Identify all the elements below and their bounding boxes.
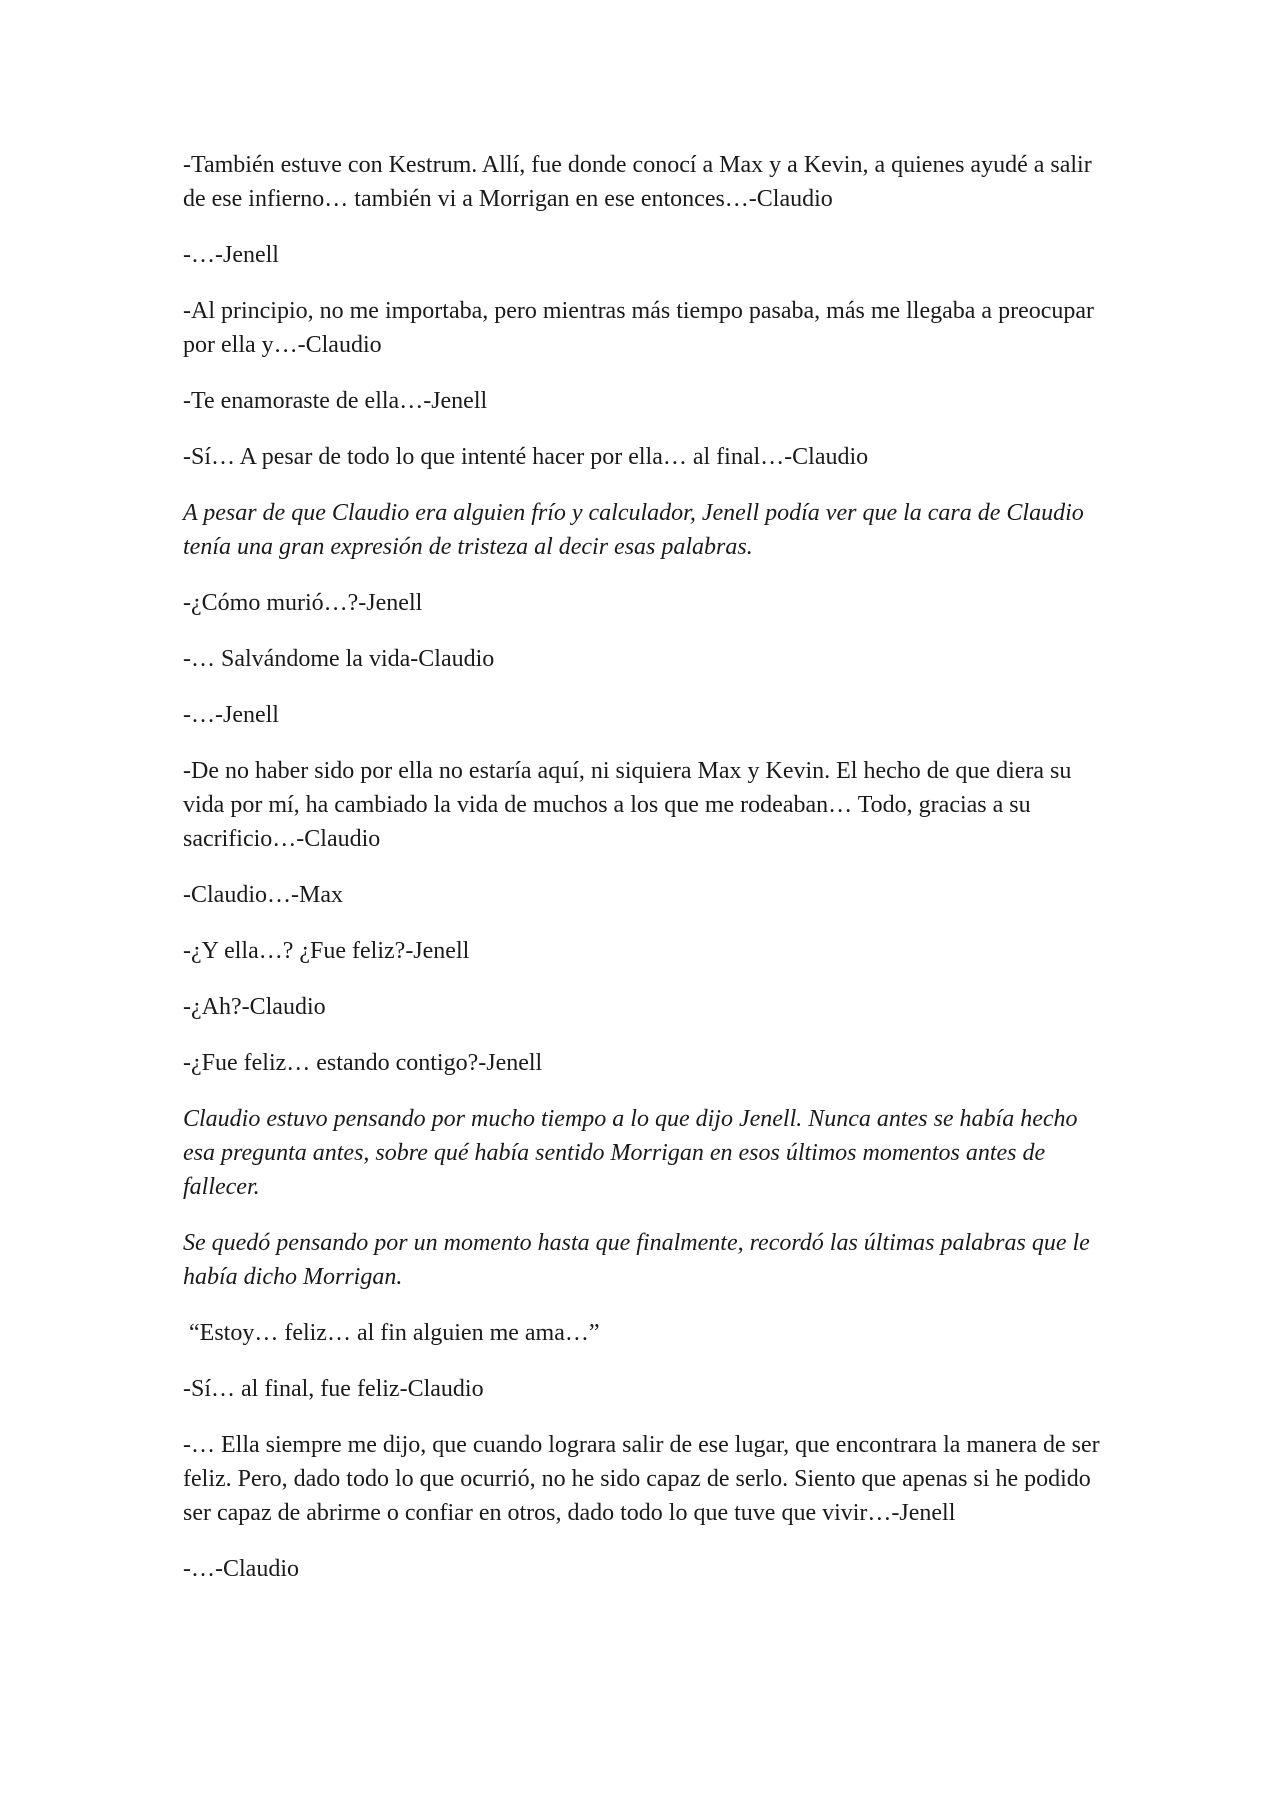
paragraph-dialogue: -Al principio, no me importaba, pero mientras más tiempo pasaba, más me llegaba a preocupar por ella y…-Claudio	[183, 298, 1095, 358]
paragraph-dialogue: -¿Ah?-Claudio	[183, 994, 326, 1020]
paragraph-dialogue: -…-Claudio	[183, 1556, 299, 1582]
paragraph-dialogue: -…-Jenell	[183, 242, 279, 268]
paragraph-dialogue: -… Ella siempre me dijo, que cuando lograra salir de ese lugar, que encontrara la manera de ser feliz. Pero, dado todo lo que ocurrió, no he sido capaz de serlo. Siento que apenas si he podido ser capaz de abrirme o confiar en otros, dado todo lo que tuve que vivir…-Jenell	[183, 1432, 1100, 1526]
paragraph-dialogue: -De no haber sido por ella no estaría aquí, ni siquiera Max y Kevin. El hecho de que diera su vida por mí, ha cambiado la vida de muchos a los que me rodeaban… Todo, gracias a su sacrificio…-Claudio	[183, 758, 1072, 852]
paragraph-dialogue: -Sí… al final, fue feliz-Claudio	[183, 1376, 484, 1402]
paragraph-narration: A pesar de que Claudio era alguien frío y calculador, Jenell podía ver que la cara de Claudio tenía una gran expresión de tristeza al decir esas palabras.	[183, 500, 1084, 560]
paragraph-dialogue: -También estuve con Kestrum. Allí, fue donde conocí a Max y a Kevin, a quienes ayudé a salir de ese infierno… también vi a Morrigan en ese entonces…-Claudio	[183, 152, 1092, 212]
paragraph-dialogue: -¿Fue feliz… estando contigo?-Jenell	[183, 1050, 543, 1076]
paragraph-dialogue: -…-Jenell	[183, 702, 279, 728]
paragraph-dialogue: -Sí… A pesar de todo lo que intenté hacer por ella… al final…-Claudio	[183, 444, 869, 470]
paragraph-quote: “Estoy… feliz… al fin alguien me ama…”	[183, 1320, 600, 1346]
paragraph-dialogue: -Claudio…-Max	[183, 882, 343, 908]
document-body	[183, 148, 1103, 1608]
paragraph-dialogue: -… Salvándome la vida-Claudio	[183, 646, 495, 672]
paragraph-dialogue: -¿Cómo murió…?-Jenell	[183, 590, 423, 616]
paragraph-dialogue: -¿Y ella…? ¿Fue feliz?-Jenell	[183, 938, 470, 964]
paragraph-narration: Claudio estuvo pensando por mucho tiempo a lo que dijo Jenell. Nunca antes se había hecho esa pregunta antes, sobre qué había sentido Morrigan en esos últimos momentos antes de fallecer.	[183, 1106, 1078, 1200]
paragraph-narration: Se quedó pensando por un momento hasta que finalmente, recordó las últimas palabras que le había dicho Morrigan.	[183, 1230, 1090, 1290]
paragraph-dialogue: -Te enamoraste de ella…-Jenell	[183, 388, 488, 414]
